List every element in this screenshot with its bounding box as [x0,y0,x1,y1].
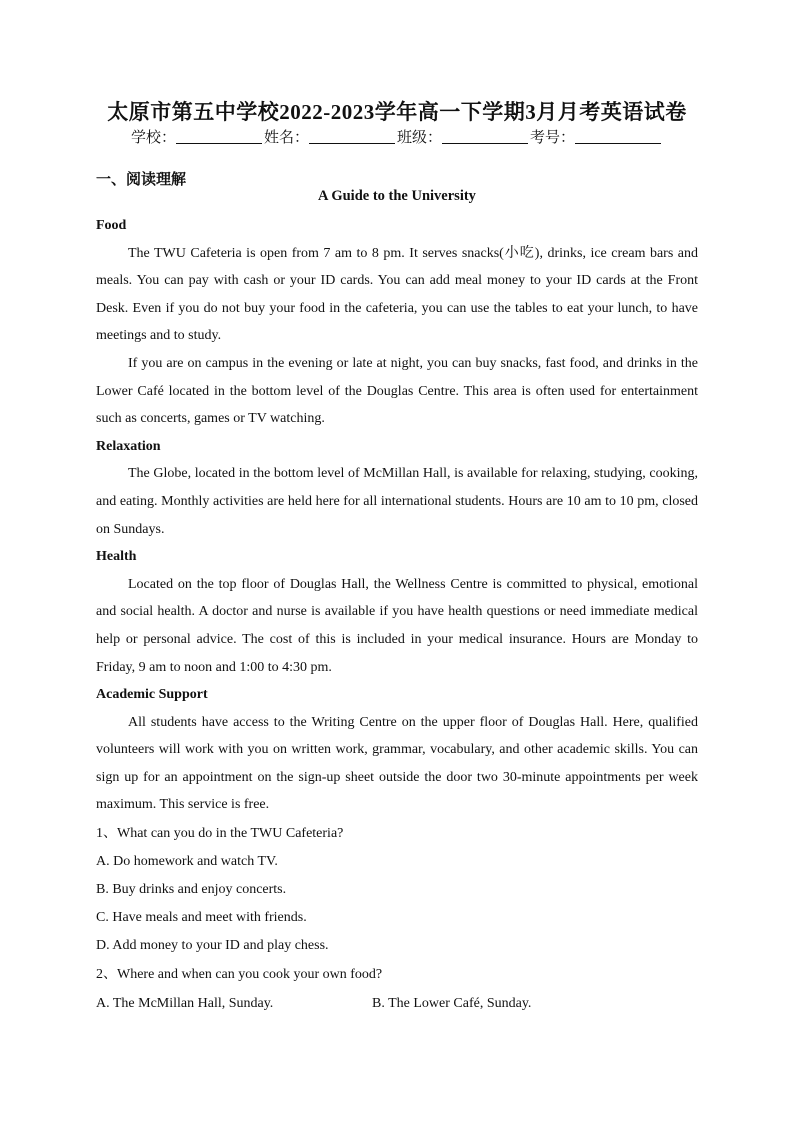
class-label: 班级： [397,130,443,146]
health-paragraph: Located on the top floor of Douglas Hall, the Wellness Centre is committed to physical, emotional and social health. A doctor and nurse is available if you have health questions or need immediate medical help or personal advice. The cost of this is included in your medical insurance. Hours are Monday to Friday, 9 am to noon and 1:00 to 4:30 pm. [96,576,698,675]
section-heading: 一、阅读理解 [96,172,187,188]
exam-number-label: 考号： [530,130,576,146]
question-1-option-d[interactable]: D. Add money to your ID and play chess. [96,938,329,954]
question-2-option-b[interactable]: B. The Lower Café, Sunday. [372,996,532,1012]
question-1-option-c[interactable]: C. Have meals and meet with friends. [96,910,307,926]
question-2-option-a[interactable]: A. The McMillan Hall, Sunday. [96,996,274,1012]
name-label: 姓名： [263,130,309,146]
school-blank[interactable] [176,129,262,144]
block-heading-food: Food [96,218,127,233]
student-info-line [0,126,794,147]
question-2-options-row [96,989,698,1019]
article-title: A Guide to the University [318,188,476,204]
food-paragraph-1: The TWU Cafeteria is open from 7 am to 8 pm. It serves snacks(小吃), drinks, ice cream bars and meals. You can pay with cash or your ID cards. You can add meal money to your ID cards at the Front Desk. Even if you do not buy your food in the cafeteria, you can use the tables to eat your lunch, to have meetings and to study. [96,245,698,344]
relaxation-paragraph: The Globe, located in the bottom level of McMillan Hall, is available for relaxing, studying, cooking, and eating. Monthly activities are held here for all international students. Hours are 10 am to 10 pm, closed on Sundays. [96,466,698,537]
exam-title: 太原市第五中学校2022-2023学年高一下学期3月月考英语试卷 [107,100,687,124]
block-heading-academic-support: Academic Support [96,687,208,703]
question-1-stem: 1、What can you do in the TWU Cafeteria? [96,826,344,842]
exam-number-blank[interactable] [575,129,661,144]
school-label: 学校： [130,130,176,146]
block-heading-health: Health [96,549,137,565]
article-body [96,212,698,1019]
question-2-stem: 2、Where and when can you cook your own food? [96,967,383,983]
name-blank[interactable] [309,129,395,144]
question-1-option-b[interactable]: B. Buy drinks and enjoy concerts. [96,882,287,898]
food-paragraph-2: If you are on campus in the evening or late at night, you can buy snacks, fast food, and drinks in the Lower Café located in the bottom level of the Douglas Centre. This area is often used for entertainment such as concerts, games or TV watching. [96,355,698,427]
academic-support-paragraph: All students have access to the Writing Centre on the upper floor of Douglas Hall. Here, qualified volunteers will work with you on written work, grammar, vocabulary, and other academic skills. You can sign up for an appointment on the sign-up sheet outside the door two 30-minute appointments per week maximum. This service is free. [96,714,698,813]
block-heading-relaxation: Relaxation [96,438,161,454]
question-1-option-a[interactable]: A. Do homework and watch TV. [96,854,278,870]
class-blank[interactable] [442,129,528,144]
